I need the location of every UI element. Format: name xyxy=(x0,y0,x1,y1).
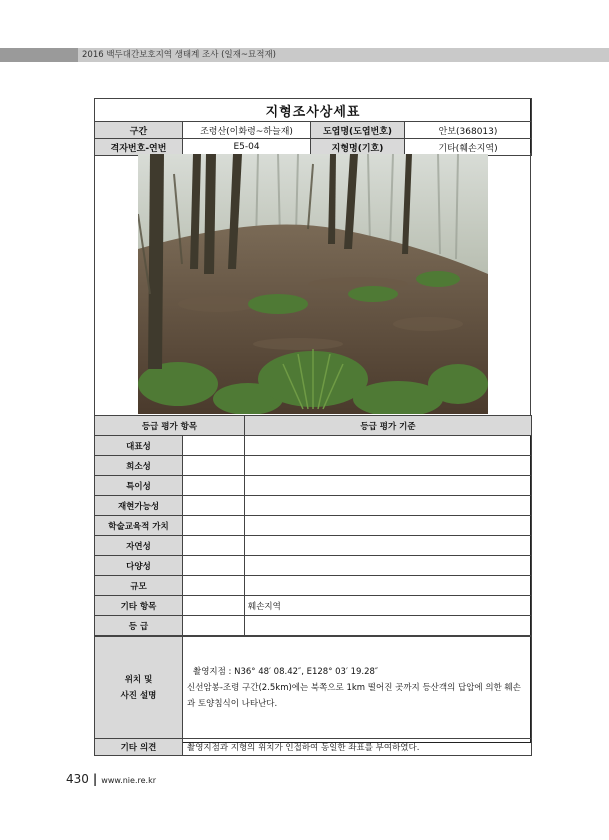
page-number: 430 xyxy=(66,772,89,786)
criteria-cell xyxy=(245,516,532,536)
table-row xyxy=(95,536,532,556)
footer-url: www.nie.re.kr xyxy=(101,776,156,785)
table-row xyxy=(95,556,532,576)
site-photo xyxy=(138,154,488,414)
row-label: 대표성 xyxy=(95,436,183,456)
grade-cell xyxy=(183,456,245,476)
page-footer xyxy=(66,772,156,786)
section-label: 구간 xyxy=(95,122,183,139)
running-title: 2016 백두대간보호지역 생태계 조사 (일재~묘적재) xyxy=(82,50,276,60)
criteria-cell: 훼손지역 xyxy=(245,596,532,616)
criteria-cell xyxy=(245,476,532,496)
grade-cell xyxy=(183,596,245,616)
table-row xyxy=(95,436,532,456)
row-label: 학술교육적 가치 xyxy=(95,516,183,536)
header-tab xyxy=(0,48,78,62)
other-opinion-value: 촬영지점과 지형의 위치가 인접하여 동일한 좌표를 부여하였다. xyxy=(183,739,532,756)
row-label: 규모 xyxy=(95,576,183,596)
row-label: 등 급 xyxy=(95,616,183,636)
location-label: 위치 및 사진 설명 xyxy=(95,637,183,739)
criteria-cell xyxy=(245,556,532,576)
grade-cell xyxy=(183,616,245,636)
criteria-cell xyxy=(245,616,532,636)
row-label: 재현가능성 xyxy=(95,496,183,516)
row-label: 특이성 xyxy=(95,476,183,496)
table-row xyxy=(95,516,532,536)
evaluation-item-header: 등급 평가 항목 xyxy=(95,416,245,436)
criteria-cell xyxy=(245,456,532,476)
grade-cell xyxy=(183,536,245,556)
grid-number-label: 격자번호-연번 xyxy=(95,139,183,156)
table-row xyxy=(95,616,532,636)
photo-coordinates: 촬영지점 : N36° 48′ 08.42″, E128° 03′ 19.28″ xyxy=(193,666,379,677)
grade-cell xyxy=(183,496,245,516)
location-table xyxy=(94,636,532,756)
table-row xyxy=(95,596,532,616)
row-label: 자연성 xyxy=(95,536,183,556)
section-value: 조령산(이화령~하늘재) xyxy=(183,122,311,139)
footer-separator: | xyxy=(92,772,98,786)
criteria-cell xyxy=(245,576,532,596)
row-label: 다양성 xyxy=(95,556,183,576)
grade-cell xyxy=(183,516,245,536)
map-sheet-label: 도엽명(도엽번호) xyxy=(311,122,405,139)
sheet-title: 지형조사상세표 xyxy=(95,99,532,122)
map-sheet-value: 안보(368013) xyxy=(405,122,532,139)
criteria-cell xyxy=(245,496,532,516)
row-label: 기타 항목 xyxy=(95,596,183,616)
landform-value: 기타(훼손지역) xyxy=(405,139,532,156)
evaluation-criteria-header: 등급 평가 기준 xyxy=(245,416,532,436)
evaluation-table xyxy=(94,415,532,636)
grade-cell xyxy=(183,576,245,596)
location-description xyxy=(183,637,532,739)
grid-number-value: E5-04 xyxy=(183,139,311,156)
landform-label: 지형명(기호) xyxy=(311,139,405,156)
row-label: 희소성 xyxy=(95,456,183,476)
other-opinion-label: 기타 의견 xyxy=(95,739,183,756)
grade-cell xyxy=(183,436,245,456)
criteria-cell xyxy=(245,436,532,456)
criteria-cell xyxy=(245,536,532,556)
photo-description: 신선암봉-조령 구간(2.5km)에는 북쪽으로 1km 떨어진 곳까지 등산객의 답압에 의한 훼손과 토양침식이 나타난다. xyxy=(187,682,521,709)
table-row xyxy=(95,456,532,476)
table-row xyxy=(95,476,532,496)
table-row xyxy=(95,496,532,516)
grade-cell xyxy=(183,476,245,496)
sheet-header-table xyxy=(94,98,532,156)
table-row xyxy=(95,576,532,596)
grade-cell xyxy=(183,556,245,576)
